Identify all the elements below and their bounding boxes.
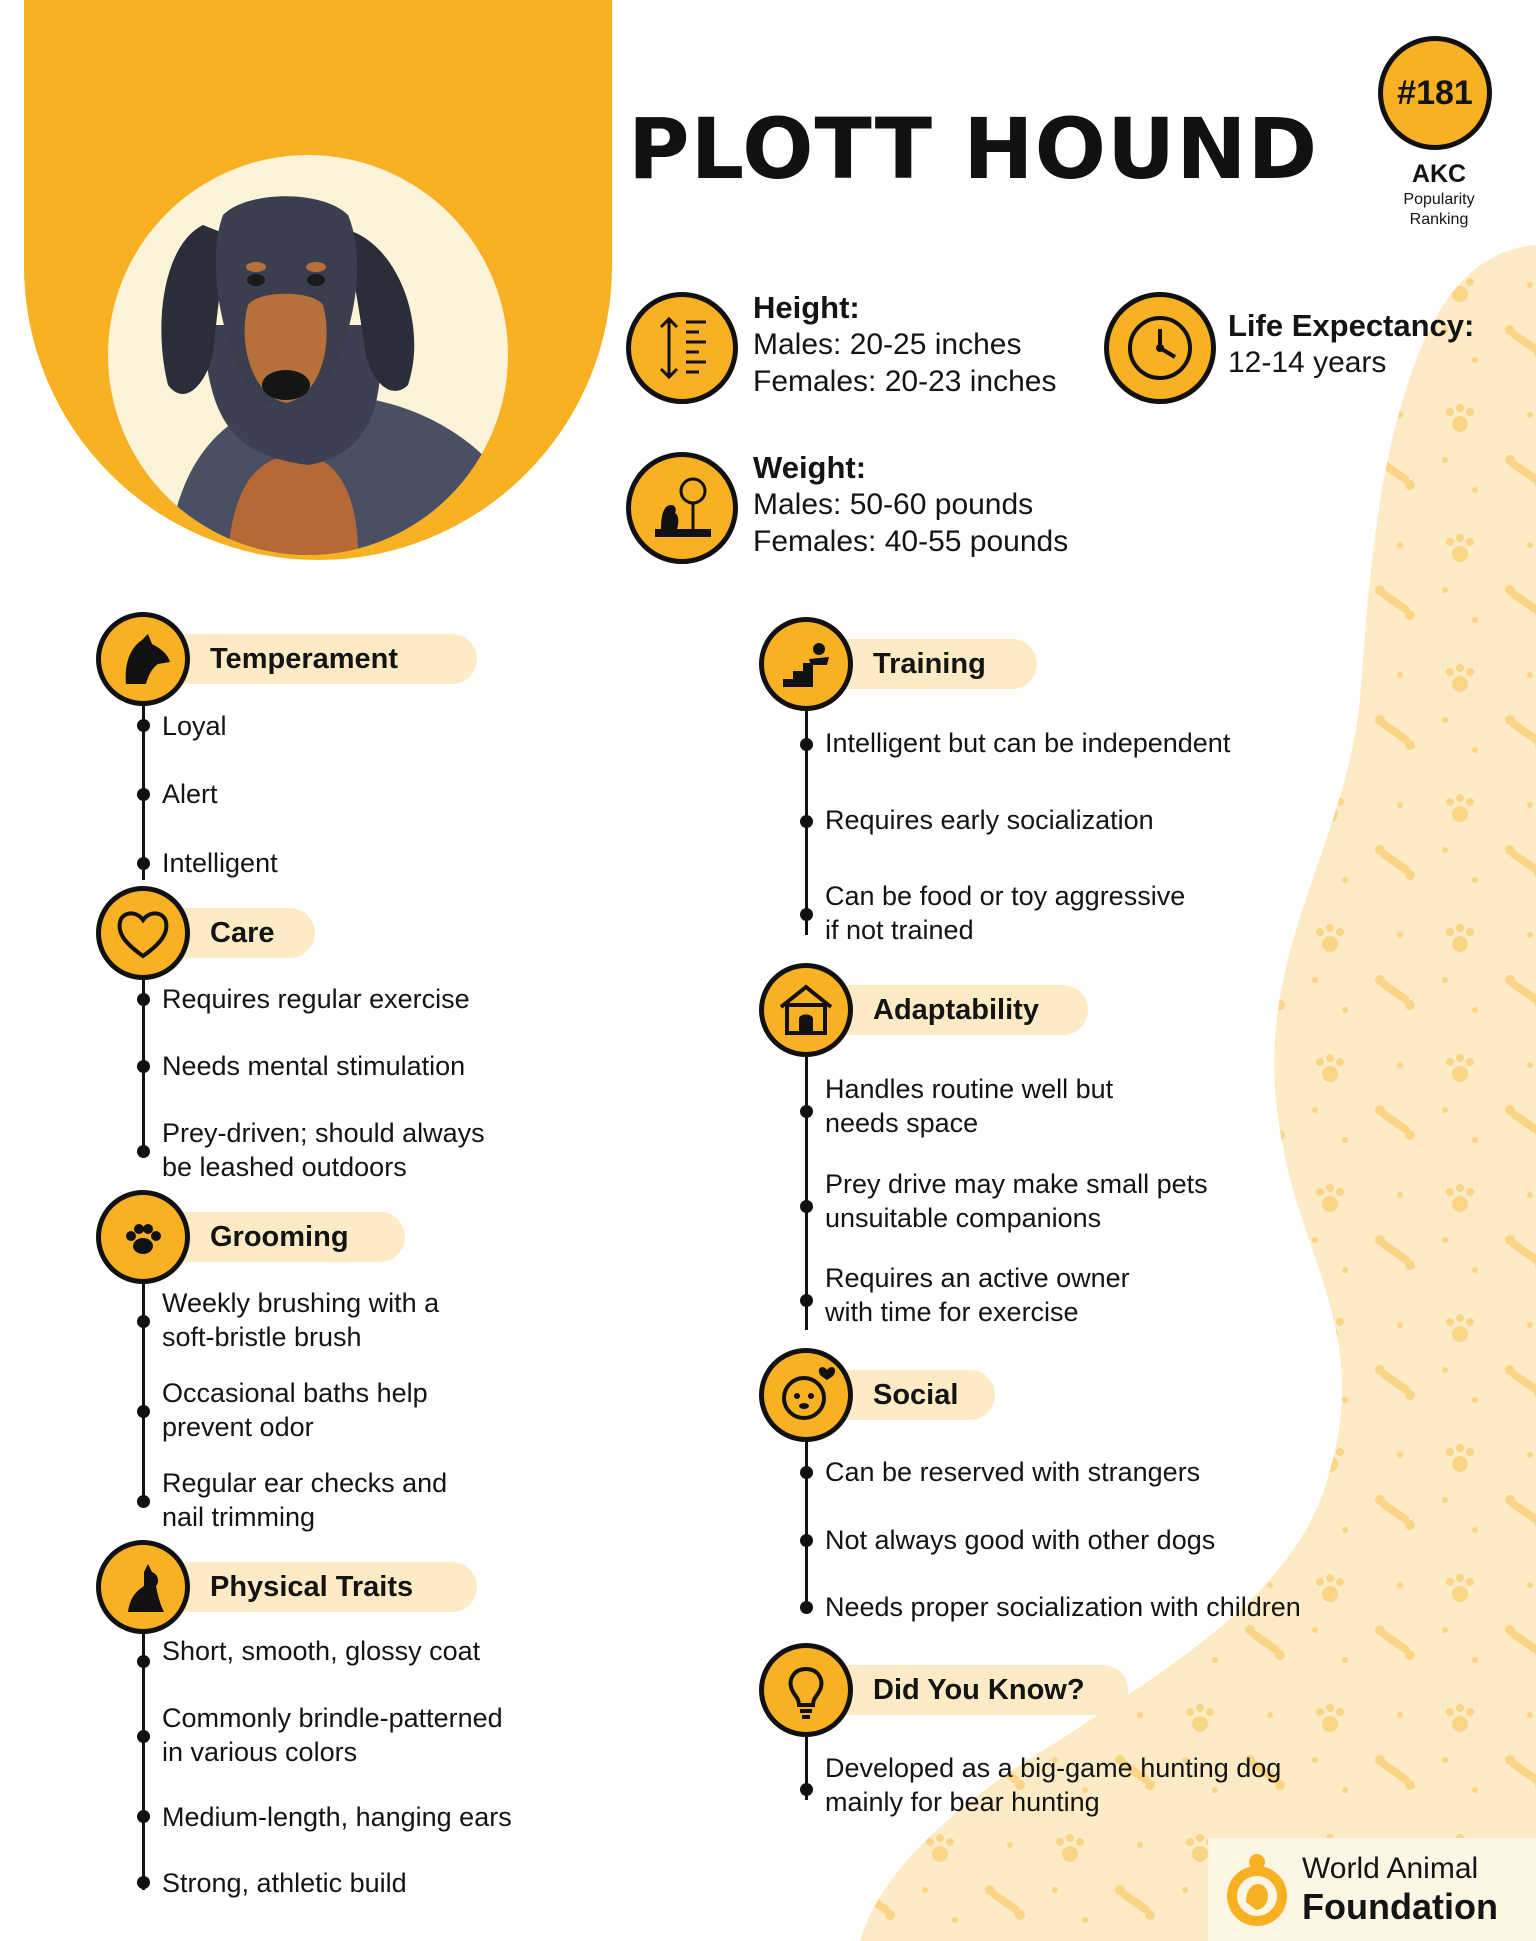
training-item bbox=[825, 879, 1185, 947]
grooming-item-line: Weekly brushing with a bbox=[162, 1288, 440, 1318]
adaptability-item bbox=[825, 1167, 1208, 1235]
care-item: Requires regular exercise bbox=[162, 984, 470, 1014]
rank-caption bbox=[1380, 190, 1498, 230]
physical-item bbox=[162, 1701, 503, 1769]
foundation-logo-icon bbox=[1222, 1852, 1292, 1935]
didyouknow-heading: Did You Know? bbox=[815, 1665, 1128, 1715]
dog-head-icon bbox=[96, 612, 190, 706]
temperament-bullet bbox=[137, 788, 150, 801]
temperament-bullet bbox=[137, 857, 150, 870]
rank-caption-line1: Popularity bbox=[1403, 191, 1475, 208]
life-stat bbox=[1228, 308, 1474, 381]
physical-item: Strong, athletic build bbox=[162, 1868, 407, 1898]
training-bullet bbox=[800, 738, 813, 751]
social-bullet bbox=[800, 1534, 813, 1547]
rank-caption-line2: Ranking bbox=[1409, 211, 1469, 228]
height-females: Females: 20-23 inches bbox=[753, 365, 1057, 398]
training-bullet bbox=[800, 815, 813, 828]
grooming-heading: Grooming bbox=[152, 1212, 405, 1262]
footer-logo-line2: Foundation bbox=[1302, 1886, 1498, 1927]
adaptability-item-line: Handles routine well but bbox=[825, 1074, 1114, 1104]
physical-bullet bbox=[137, 1730, 150, 1743]
adaptability-bullet bbox=[800, 1105, 813, 1118]
grooming-item bbox=[162, 1286, 439, 1354]
dog-portrait bbox=[108, 155, 508, 555]
social-item: Needs proper socialization with children bbox=[825, 1592, 1301, 1622]
life-label: Life Expectancy: bbox=[1228, 308, 1475, 343]
temperament-item: Alert bbox=[162, 779, 218, 809]
training-bullet bbox=[800, 908, 813, 921]
physical-bullet bbox=[137, 1876, 150, 1889]
care-bullet bbox=[137, 1060, 150, 1073]
grooming-item bbox=[162, 1466, 447, 1534]
grooming-bullet bbox=[137, 1315, 150, 1328]
adaptability-heading: Adaptability bbox=[815, 985, 1088, 1035]
training-stairs-icon bbox=[759, 617, 853, 711]
temperament-bullet bbox=[137, 719, 150, 732]
training-item-line: Can be food or toy aggressive bbox=[825, 881, 1186, 911]
height-ruler-icon bbox=[626, 292, 738, 404]
care-bullet bbox=[137, 993, 150, 1006]
training-item-line: if not trained bbox=[825, 915, 974, 945]
adaptability-item-line: with time for exercise bbox=[825, 1297, 1079, 1327]
weight-scale-icon bbox=[626, 452, 738, 564]
lightbulb-icon bbox=[759, 1643, 853, 1737]
dog-house-icon bbox=[759, 963, 853, 1057]
sitting-dog-icon bbox=[96, 1540, 190, 1634]
weight-females: Females: 40-55 pounds bbox=[753, 525, 1069, 558]
temperament-item: Loyal bbox=[162, 711, 227, 741]
rank-badge: #181 bbox=[1378, 36, 1492, 150]
clock-icon bbox=[1104, 292, 1216, 404]
didyouknow-item-line: Developed as a big-game hunting dog bbox=[825, 1753, 1282, 1783]
grooming-item-line: soft-bristle brush bbox=[162, 1322, 362, 1352]
footer-logo-line1: World Animal bbox=[1302, 1852, 1479, 1885]
temperament-item: Intelligent bbox=[162, 848, 278, 878]
didyouknow-item bbox=[825, 1751, 1281, 1819]
physical-item-line: in various colors bbox=[162, 1737, 358, 1767]
physical-item-line: Commonly brindle-patterned bbox=[162, 1703, 503, 1733]
adaptability-item-line: Prey drive may make small pets bbox=[825, 1169, 1208, 1199]
social-item: Can be reserved with strangers bbox=[825, 1457, 1201, 1487]
adaptability-bullet bbox=[800, 1200, 813, 1213]
training-item: Intelligent but can be independent bbox=[825, 728, 1231, 758]
social-heading: Social bbox=[815, 1370, 995, 1420]
grooming-paw-icon bbox=[96, 1190, 190, 1284]
physical-heading: Physical Traits bbox=[152, 1562, 477, 1612]
height-males: Males: 20-25 inches bbox=[753, 328, 1022, 361]
adaptability-item-line: unsuitable companions bbox=[825, 1203, 1102, 1233]
grooming-item-line: prevent odor bbox=[162, 1412, 314, 1442]
height-label: Height: bbox=[753, 290, 860, 325]
weight-stat bbox=[753, 450, 1068, 560]
grooming-bullet bbox=[137, 1405, 150, 1418]
temperament-heading: Temperament bbox=[152, 634, 477, 684]
care-item-line: Prey-driven; should always bbox=[162, 1118, 485, 1148]
care-item: Needs mental stimulation bbox=[162, 1051, 466, 1081]
social-item: Not always good with other dogs bbox=[825, 1525, 1216, 1555]
grooming-item bbox=[162, 1376, 428, 1444]
adaptability-item-line: Requires an active owner bbox=[825, 1263, 1130, 1293]
grooming-item-line: Occasional baths help bbox=[162, 1378, 428, 1408]
training-heading: Training bbox=[815, 639, 1037, 689]
weight-label: Weight: bbox=[753, 450, 867, 485]
physical-item: Short, smooth, glossy coat bbox=[162, 1636, 481, 1666]
grooming-item-line: Regular ear checks and bbox=[162, 1468, 448, 1498]
physical-bullet bbox=[137, 1655, 150, 1668]
dog-face-heart-icon bbox=[759, 1348, 853, 1442]
weight-males: Males: 50-60 pounds bbox=[753, 488, 1034, 521]
grooming-item-line: nail trimming bbox=[162, 1502, 316, 1532]
adaptability-item-line: needs space bbox=[825, 1108, 979, 1138]
adaptability-item bbox=[825, 1261, 1130, 1329]
adaptability-bullet bbox=[800, 1294, 813, 1307]
care-heading: Care bbox=[152, 908, 315, 958]
care-bullet bbox=[137, 1145, 150, 1158]
didyouknow-bullet bbox=[800, 1783, 813, 1796]
heart-hand-icon bbox=[96, 886, 190, 980]
physical-bullet bbox=[137, 1810, 150, 1823]
didyouknow-item-line: mainly for bear hunting bbox=[825, 1787, 1100, 1817]
training-item: Requires early socialization bbox=[825, 805, 1154, 835]
adaptability-timeline bbox=[805, 1010, 808, 1330]
care-item-line: be leashed outdoors bbox=[162, 1152, 407, 1182]
page-title: PLOTT HOUND bbox=[628, 100, 1319, 198]
adaptability-item bbox=[825, 1072, 1113, 1140]
height-stat bbox=[753, 290, 1057, 400]
social-bullet bbox=[800, 1466, 813, 1479]
life-value: 12-14 years bbox=[1228, 346, 1387, 379]
grooming-bullet bbox=[137, 1495, 150, 1508]
care-item bbox=[162, 1116, 485, 1184]
physical-item: Medium-length, hanging ears bbox=[162, 1802, 512, 1832]
rank-org: AKC bbox=[1411, 160, 1467, 188]
social-bullet bbox=[800, 1601, 813, 1614]
